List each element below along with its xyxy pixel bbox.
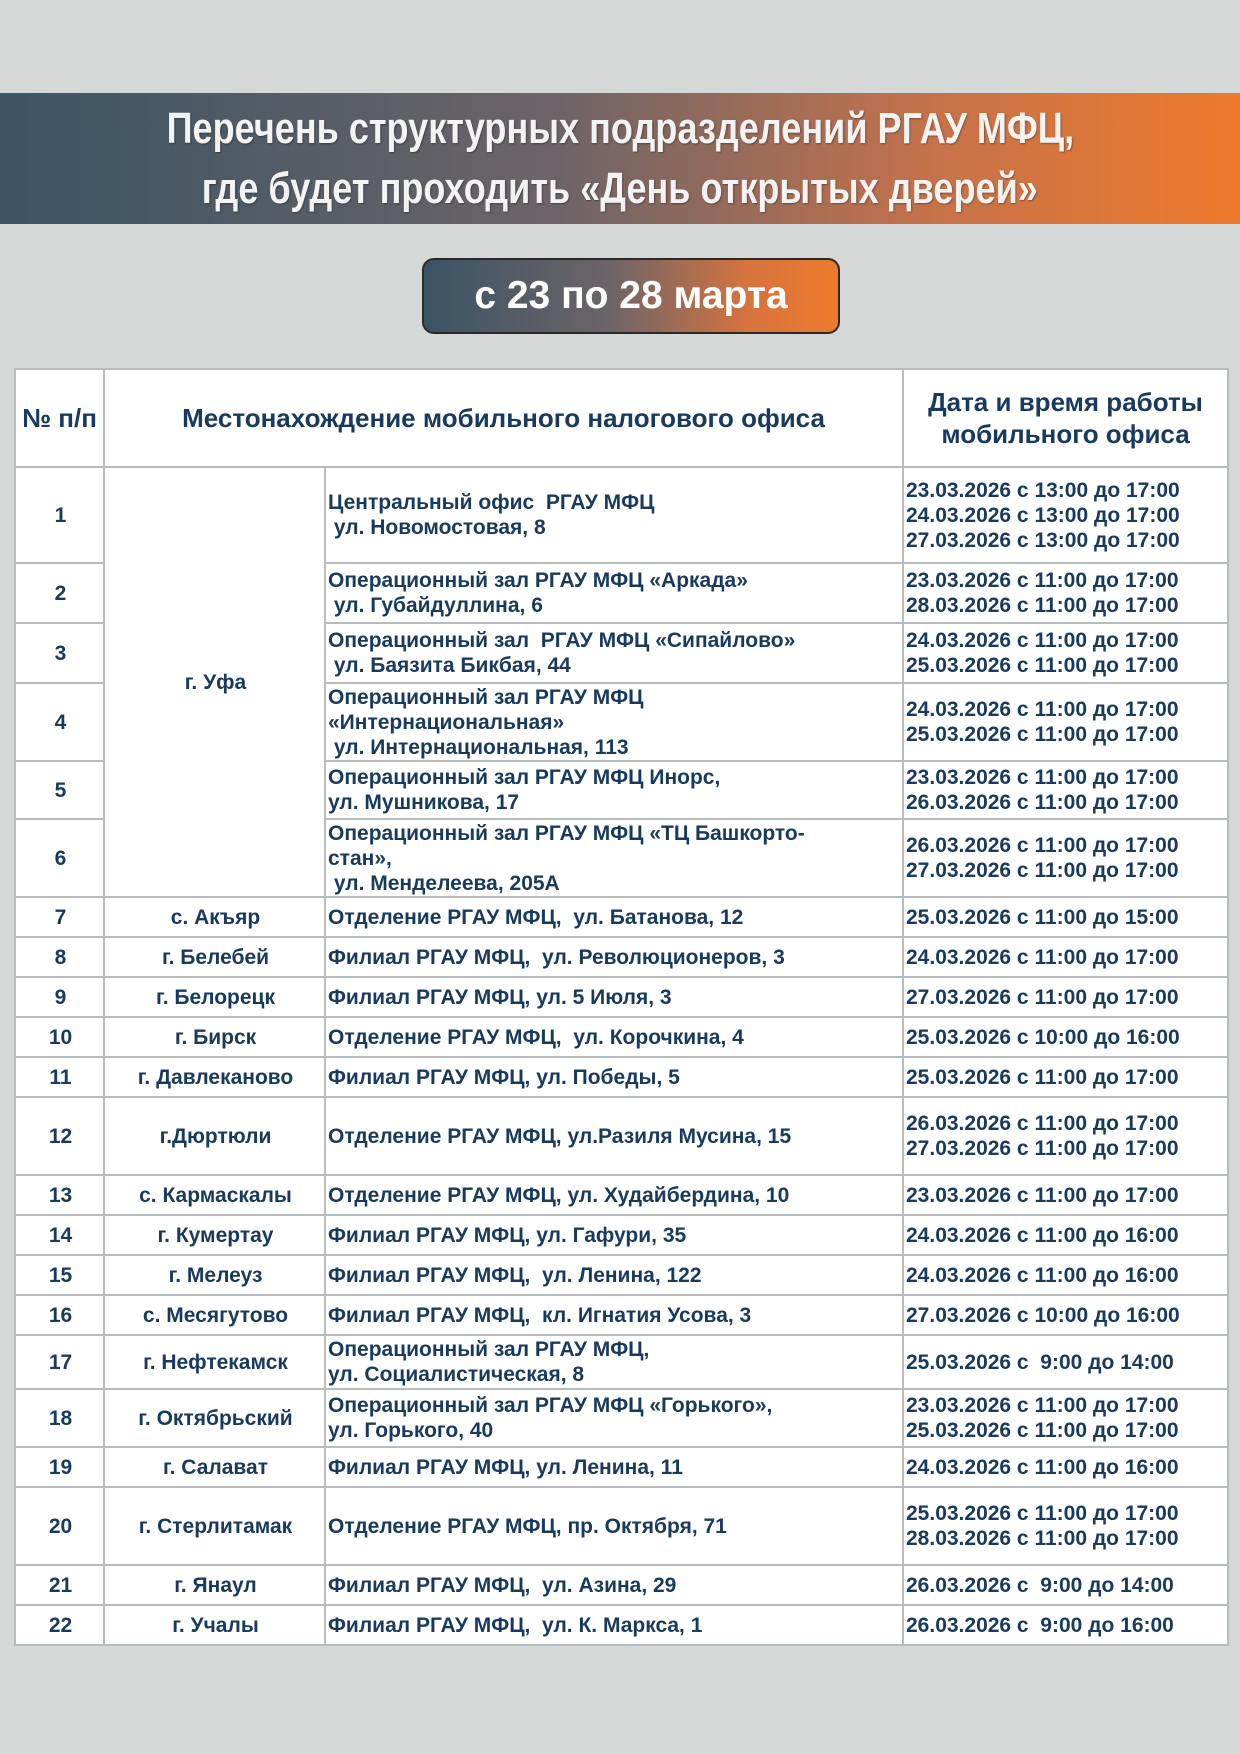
address-cell: [325, 1097, 903, 1175]
address-cell: [325, 937, 903, 977]
address-cell: [325, 1565, 903, 1605]
table-row: [15, 1389, 1228, 1447]
table-row: [15, 1215, 1228, 1255]
schedule-line: 23.03.2026 с 11:00 до 17:00: [906, 569, 1179, 592]
address-cell: [325, 1175, 903, 1215]
schedule-line: 27.03.2026 с 11:00 до 17:00: [906, 859, 1179, 882]
address-line: Операционный зал РГАУ МФЦ: [328, 685, 644, 709]
address-line: Отделение РГАУ МФЦ, ул.Разиля Мусина, 15: [328, 1124, 792, 1148]
address-line: Отделение РГАУ МФЦ, ул. Корочкина, 4: [328, 1025, 744, 1049]
row-number: 7: [15, 897, 104, 937]
address-line: Отделение РГАУ МФЦ, пр. Октября, 71: [328, 1514, 727, 1538]
row-number: 11: [15, 1057, 104, 1097]
schedule-line: 23.03.2026 с 13:00 до 17:00: [906, 478, 1180, 502]
address-cell: [325, 1215, 903, 1255]
city-cell: г. Давлеканово: [104, 1057, 325, 1097]
schedule-cell: [903, 1565, 1228, 1605]
address-cell: [325, 1335, 903, 1389]
schedule-cell: [903, 937, 1228, 977]
address-cell: [325, 1389, 903, 1447]
title-banner: [0, 93, 1240, 224]
row-number: 22: [15, 1605, 104, 1645]
period-badge: с 23 по 28 марта: [422, 258, 840, 334]
address-line: Филиал РГАУ МФЦ, ул. Гафури, 35: [328, 1223, 687, 1247]
schedule-cell: [903, 977, 1228, 1017]
schedule-line: 25.03.2026 с 11:00 до 17:00: [906, 1502, 1179, 1525]
row-number: 9: [15, 977, 104, 1017]
title-line-1: Перечень структурных подразделений РГАУ МФЦ,: [166, 103, 1074, 153]
row-number: 10: [15, 1017, 104, 1057]
address-line: ул. Горького, 40: [328, 1419, 494, 1442]
schedule-line: 24.03.2026 с 11:00 до 16:00: [906, 1455, 1179, 1479]
city-cell: г. Октябрьский: [104, 1389, 325, 1447]
schedule-line: 25.03.2026 с 11:00 до 17:00: [906, 1419, 1179, 1442]
address-cell: [325, 467, 903, 563]
row-number: 3: [15, 623, 104, 683]
address-line: Филиал РГАУ МФЦ, ул. К. Маркса, 1: [328, 1613, 703, 1637]
address-cell: [325, 1017, 903, 1057]
schedule-cell: [903, 1175, 1228, 1215]
city-cell: г. Бирск: [104, 1017, 325, 1057]
address-line: Отделение РГАУ МФЦ, ул. Худайбердина, 10: [328, 1183, 790, 1207]
schedule-line: 25.03.2026 с 10:00 до 16:00: [906, 1025, 1180, 1049]
row-number: 5: [15, 761, 104, 819]
schedule-line: 25.03.2026 с 11:00 до 17:00: [906, 723, 1179, 746]
row-number: 18: [15, 1389, 104, 1447]
title-line-2: где будет проходить «День открытых дверей»: [201, 163, 1039, 213]
schedule-line: 25.03.2026 с 9:00 до 14:00: [906, 1350, 1174, 1374]
city-cell: г. Нефтекамск: [104, 1335, 325, 1389]
table-row: [15, 467, 1228, 563]
city-cell: г. Стерлитамак: [104, 1487, 325, 1565]
table-row: [15, 1605, 1228, 1645]
address-line: Филиал РГАУ МФЦ, кл. Игнатия Усова, 3: [328, 1303, 752, 1327]
city-cell: г. Белорецк: [104, 977, 325, 1017]
table-row: [15, 1447, 1228, 1487]
row-number: 15: [15, 1255, 104, 1295]
address-line: Операционный зал РГАУ МФЦ «Сипайлово»: [328, 629, 796, 652]
schedule-line: 24.03.2026 с 11:00 до 16:00: [906, 1263, 1179, 1287]
address-line: Филиал РГАУ МФЦ, ул. Победы, 5: [328, 1065, 680, 1089]
schedule-cell: [903, 819, 1228, 897]
header-datetime: [903, 369, 1228, 467]
city-cell: с. Месягутово: [104, 1295, 325, 1335]
address-cell: [325, 977, 903, 1017]
schedule-line: 24.03.2026 с 11:00 до 17:00: [906, 698, 1179, 721]
schedule-line: 26.03.2026 с 11:00 до 17:00: [906, 791, 1179, 814]
city-cell: г. Учалы: [104, 1605, 325, 1645]
city-cell: г.Дюртюли: [104, 1097, 325, 1175]
address-line: Операционный зал РГАУ МФЦ Инорс,: [328, 766, 721, 789]
schedule-line: 24.03.2026 с 11:00 до 16:00: [906, 1223, 1179, 1247]
header-datetime-line-2: мобильного офиса: [941, 419, 1190, 449]
schedule-cell: [903, 1097, 1228, 1175]
address-cell: [325, 897, 903, 937]
address-line: Операционный зал РГАУ МФЦ,: [328, 1338, 650, 1361]
row-number: 17: [15, 1335, 104, 1389]
schedule-line: 23.03.2026 с 11:00 до 17:00: [906, 1183, 1179, 1207]
row-number: 12: [15, 1097, 104, 1175]
city-cell: г. Янаул: [104, 1565, 325, 1605]
address-line: ул. Интернациональная, 113: [328, 735, 629, 759]
schedule-line: 26.03.2026 с 9:00 до 14:00: [906, 1573, 1174, 1597]
table-row: [15, 897, 1228, 937]
address-line: Операционный зал РГАУ МФЦ «ТЦ Башкорто-: [328, 821, 805, 845]
schedule-line: 23.03.2026 с 11:00 до 17:00: [906, 1394, 1179, 1417]
address-line: Центральный офис РГАУ МФЦ: [328, 491, 655, 514]
city-cell: с. Кармаскалы: [104, 1175, 325, 1215]
schedule-line: 27.03.2026 с 10:00 до 16:00: [906, 1303, 1180, 1327]
address-cell: [325, 563, 903, 623]
schedule-cell: [903, 1335, 1228, 1389]
schedule-cell: [903, 1255, 1228, 1295]
table-row: [15, 1295, 1228, 1335]
address-cell: [325, 683, 903, 761]
table-row: [15, 1255, 1228, 1295]
table-row: [15, 1487, 1228, 1565]
city-cell: г. Белебей: [104, 937, 325, 977]
schedule-line: 28.03.2026 с 11:00 до 17:00: [906, 594, 1179, 617]
address-line: ул. Социалистическая, 8: [328, 1363, 585, 1386]
table-row: [15, 937, 1228, 977]
schedule-cell: [903, 683, 1228, 761]
row-number: 8: [15, 937, 104, 977]
address-cell: [325, 819, 903, 897]
address-line: «Интернациональная»: [328, 710, 565, 734]
city-cell: г. Мелеуз: [104, 1255, 325, 1295]
schedule-cell: [903, 1447, 1228, 1487]
address-cell: [325, 1057, 903, 1097]
address-line: ул. Баязита Бикбая, 44: [328, 654, 571, 677]
address-line: Операционный зал РГАУ МФЦ «Горького»,: [328, 1394, 773, 1417]
schedule-line: 26.03.2026 с 9:00 до 16:00: [906, 1613, 1174, 1637]
row-number: 6: [15, 819, 104, 897]
schedule-cell: [903, 897, 1228, 937]
table-row: [15, 1097, 1228, 1175]
row-number: 13: [15, 1175, 104, 1215]
schedule-cell: [903, 563, 1228, 623]
address-line: Филиал РГАУ МФЦ, ул. Ленина, 11: [328, 1455, 683, 1479]
schedule-line: 26.03.2026 с 11:00 до 17:00: [906, 834, 1179, 857]
schedule-cell: [903, 623, 1228, 683]
schedule-cell: [903, 1017, 1228, 1057]
city-cell: с. Акъяр: [104, 897, 325, 937]
schedule-cell: [903, 1487, 1228, 1565]
schedule-line: 28.03.2026 с 11:00 до 17:00: [906, 1527, 1179, 1550]
schedule-line: 27.03.2026 с 11:00 до 17:00: [906, 1137, 1179, 1160]
schedule-line: 24.03.2026 с 11:00 до 17:00: [906, 945, 1179, 969]
table-row: [15, 1565, 1228, 1605]
address-line: ул. Мушникова, 17: [328, 791, 520, 814]
schedule-cell: [903, 1057, 1228, 1097]
address-cell: [325, 761, 903, 819]
row-number: 4: [15, 683, 104, 761]
address-line: Филиал РГАУ МФЦ, ул. Азина, 29: [328, 1573, 677, 1597]
schedule-line: 24.03.2026 с 13:00 до 17:00: [906, 503, 1180, 527]
row-number: 1: [15, 467, 104, 563]
row-number: 2: [15, 563, 104, 623]
address-line: Филиал РГАУ МФЦ, ул. Ленина, 122: [328, 1263, 702, 1287]
table-header-row: [15, 369, 1228, 467]
table-row: [15, 1335, 1228, 1389]
schedule-cell: [903, 467, 1228, 563]
schedule-line: 25.03.2026 с 11:00 до 17:00: [906, 1065, 1179, 1089]
schedule-cell: [903, 1605, 1228, 1645]
address-line: Отделение РГАУ МФЦ, ул. Батанова, 12: [328, 905, 744, 929]
header-location: Местонахождение мобильного налогового офиса: [104, 369, 903, 467]
city-cell-ufa: г. Уфа: [104, 467, 325, 897]
schedule-line: 23.03.2026 с 11:00 до 17:00: [906, 766, 1179, 789]
schedule-cell: [903, 1389, 1228, 1447]
address-line: ул. Менделеева, 205А: [328, 871, 560, 895]
schedule-line: 26.03.2026 с 11:00 до 17:00: [906, 1112, 1179, 1135]
row-number: 20: [15, 1487, 104, 1565]
schedule-cell: [903, 1295, 1228, 1335]
table-row: [15, 1017, 1228, 1057]
address-cell: [325, 1487, 903, 1565]
table-row: [15, 1057, 1228, 1097]
schedule-line: 27.03.2026 с 11:00 до 17:00: [906, 985, 1179, 1009]
row-number: 19: [15, 1447, 104, 1487]
address-cell: [325, 1255, 903, 1295]
schedule-line: 25.03.2026 с 11:00 до 15:00: [906, 905, 1179, 929]
schedule-line: 25.03.2026 с 11:00 до 17:00: [906, 654, 1179, 677]
row-number: 21: [15, 1565, 104, 1605]
header-datetime-line-1: Дата и время работы: [928, 387, 1203, 417]
address-line: Филиал РГАУ МФЦ, ул. 5 Июля, 3: [328, 985, 672, 1009]
address-line: ул. Губайдуллина, 6: [328, 594, 543, 617]
schedule-cell: [903, 1215, 1228, 1255]
city-cell: г. Кумертау: [104, 1215, 325, 1255]
city-cell: г. Салават: [104, 1447, 325, 1487]
row-number: 14: [15, 1215, 104, 1255]
address-line: ул. Новомостовая, 8: [328, 516, 546, 539]
table-row: [15, 977, 1228, 1017]
row-number: 16: [15, 1295, 104, 1335]
address-line: Операционный зал РГАУ МФЦ «Аркада»: [328, 569, 748, 592]
address-cell: [325, 1605, 903, 1645]
address-line: стан»,: [328, 846, 392, 870]
address-line: Филиал РГАУ МФЦ, ул. Революционеров, 3: [328, 945, 785, 969]
table-row: [15, 1175, 1228, 1215]
header-num: № п/п: [15, 369, 104, 467]
schedule-line: 27.03.2026 с 13:00 до 17:00: [906, 528, 1180, 552]
schedule-cell: [903, 761, 1228, 819]
schedule-line: 24.03.2026 с 11:00 до 17:00: [906, 629, 1179, 652]
address-cell: [325, 1447, 903, 1487]
address-cell: [325, 1295, 903, 1335]
offices-table: [14, 368, 1229, 1646]
address-cell: [325, 623, 903, 683]
